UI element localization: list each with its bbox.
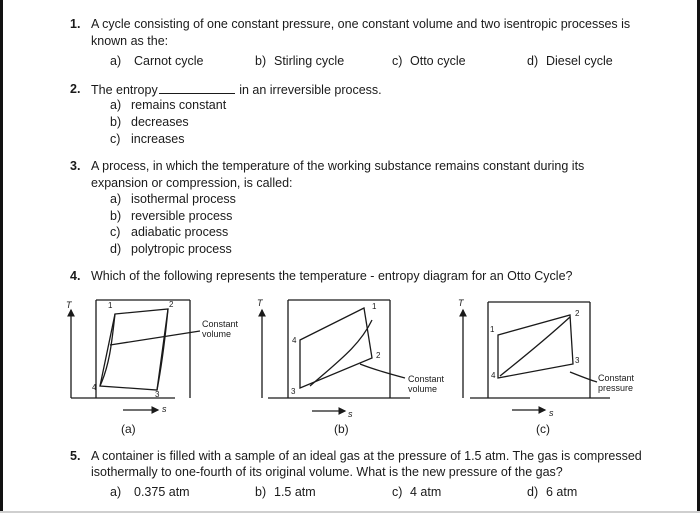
q4-diagrams [0,290,700,450]
option-text: 1.5 atm [274,485,316,499]
q3-number: 3. [70,159,81,173]
annotation-line2: volume [408,384,438,394]
option-text: 0.375 atm [134,485,190,499]
q3-text-line1: A process, in which the temperature of the working substance remains constant during its [91,159,585,173]
q5-text-line1: A container is filled with a sample of an ideal gas at the pressure of 1.5 atm. The gas is compressed [91,449,642,463]
state-label-4: 4 [491,371,496,380]
q1-number: 1. [70,17,81,31]
option-text: remains constant [131,98,227,112]
option-letter: c) [110,225,121,239]
q4-number: 4. [70,269,81,283]
state-label-3: 3 [575,356,580,365]
q2-number: 2. [70,82,81,96]
annotation-line1: Constant [408,374,445,384]
annotation-leader [570,372,597,382]
option-text: decreases [131,115,189,129]
diagram-caption: (b) [334,422,349,436]
q5-number: 5. [70,449,81,463]
diagram-c[interactable] [458,298,635,436]
option-text: isothermal process [131,192,236,206]
option-letter: a) [110,485,122,499]
t-axis-label: T [66,300,72,310]
option-text: adiabatic process [131,225,229,239]
cycle-path [300,308,372,388]
q4-text: Which of the following represents the temperature - entropy diagram for an Otto Cycle? [91,269,573,283]
option-letter: a) [110,54,122,68]
option-letter: a) [110,98,122,112]
state-label-2: 2 [575,309,580,318]
s-axis-label: s [549,408,554,418]
option-letter: b) [110,115,122,129]
option-text: increases [131,132,185,146]
annotation-line2: volume [202,329,232,339]
option-text: reversible process [131,209,233,223]
diagram-b[interactable] [257,298,445,436]
s-axis-label: s [162,404,167,414]
option-letter: b) [110,209,122,223]
state-label-1: 1 [108,301,113,310]
state-label-1: 1 [372,302,377,311]
option-text: Stirling cycle [274,54,345,68]
q1-text-line1: A cycle consisting of one constant pressure, one constant volume and two isentropic processes is [91,17,631,31]
state-label-4: 4 [92,383,97,392]
option-letter: d) [527,485,539,499]
state-label-2: 2 [376,351,381,360]
state-label-3: 3 [291,387,296,396]
option-letter: a) [110,192,122,206]
option-text: Carnot cycle [134,54,204,68]
option-letter: c) [392,54,403,68]
diagram-caption: (a) [121,422,136,436]
option-letter: d) [527,54,539,68]
q2-text-after: in an irreversible process. [239,83,382,97]
t-axis-label: T [458,298,464,308]
q5-text-line2: isothermally to one-fourth of its original volume. What is the new pressure of the gas? [91,465,563,479]
option-text: Otto cycle [410,54,466,68]
q2-answer-blank[interactable] [159,82,235,94]
option-text: polytropic process [131,242,232,256]
t-axis-label: T [257,298,263,308]
option-letter: b) [255,54,267,68]
state-label-1: 1 [490,325,495,334]
state-label-2: 2 [169,300,174,309]
option-letter: d) [110,242,122,256]
option-text: Diesel cycle [546,54,613,68]
q3-text-line2: expansion or compression, is called: [91,176,293,190]
state-label-4: 4 [292,336,297,345]
option-letter: c) [110,132,121,146]
q1-text-line2: known as the: [91,34,169,48]
option-letter: c) [392,485,403,499]
q2-text-before: The entropy [91,83,158,97]
annotation-leader [360,364,405,378]
state-label-3: 3 [155,390,160,399]
diagram-caption: (c) [536,422,550,436]
s-axis-label: s [348,409,353,419]
diagram-a[interactable] [66,300,239,436]
q2-text [91,82,382,98]
option-letter: b) [255,485,267,499]
annotation-line1: Constant [202,319,239,329]
annotation-leader [110,331,200,345]
option-text: 4 atm [410,485,442,499]
annotation-line1: Constant [598,373,635,383]
annotation-line2: pressure [598,383,634,393]
option-text: 6 atm [546,485,578,499]
